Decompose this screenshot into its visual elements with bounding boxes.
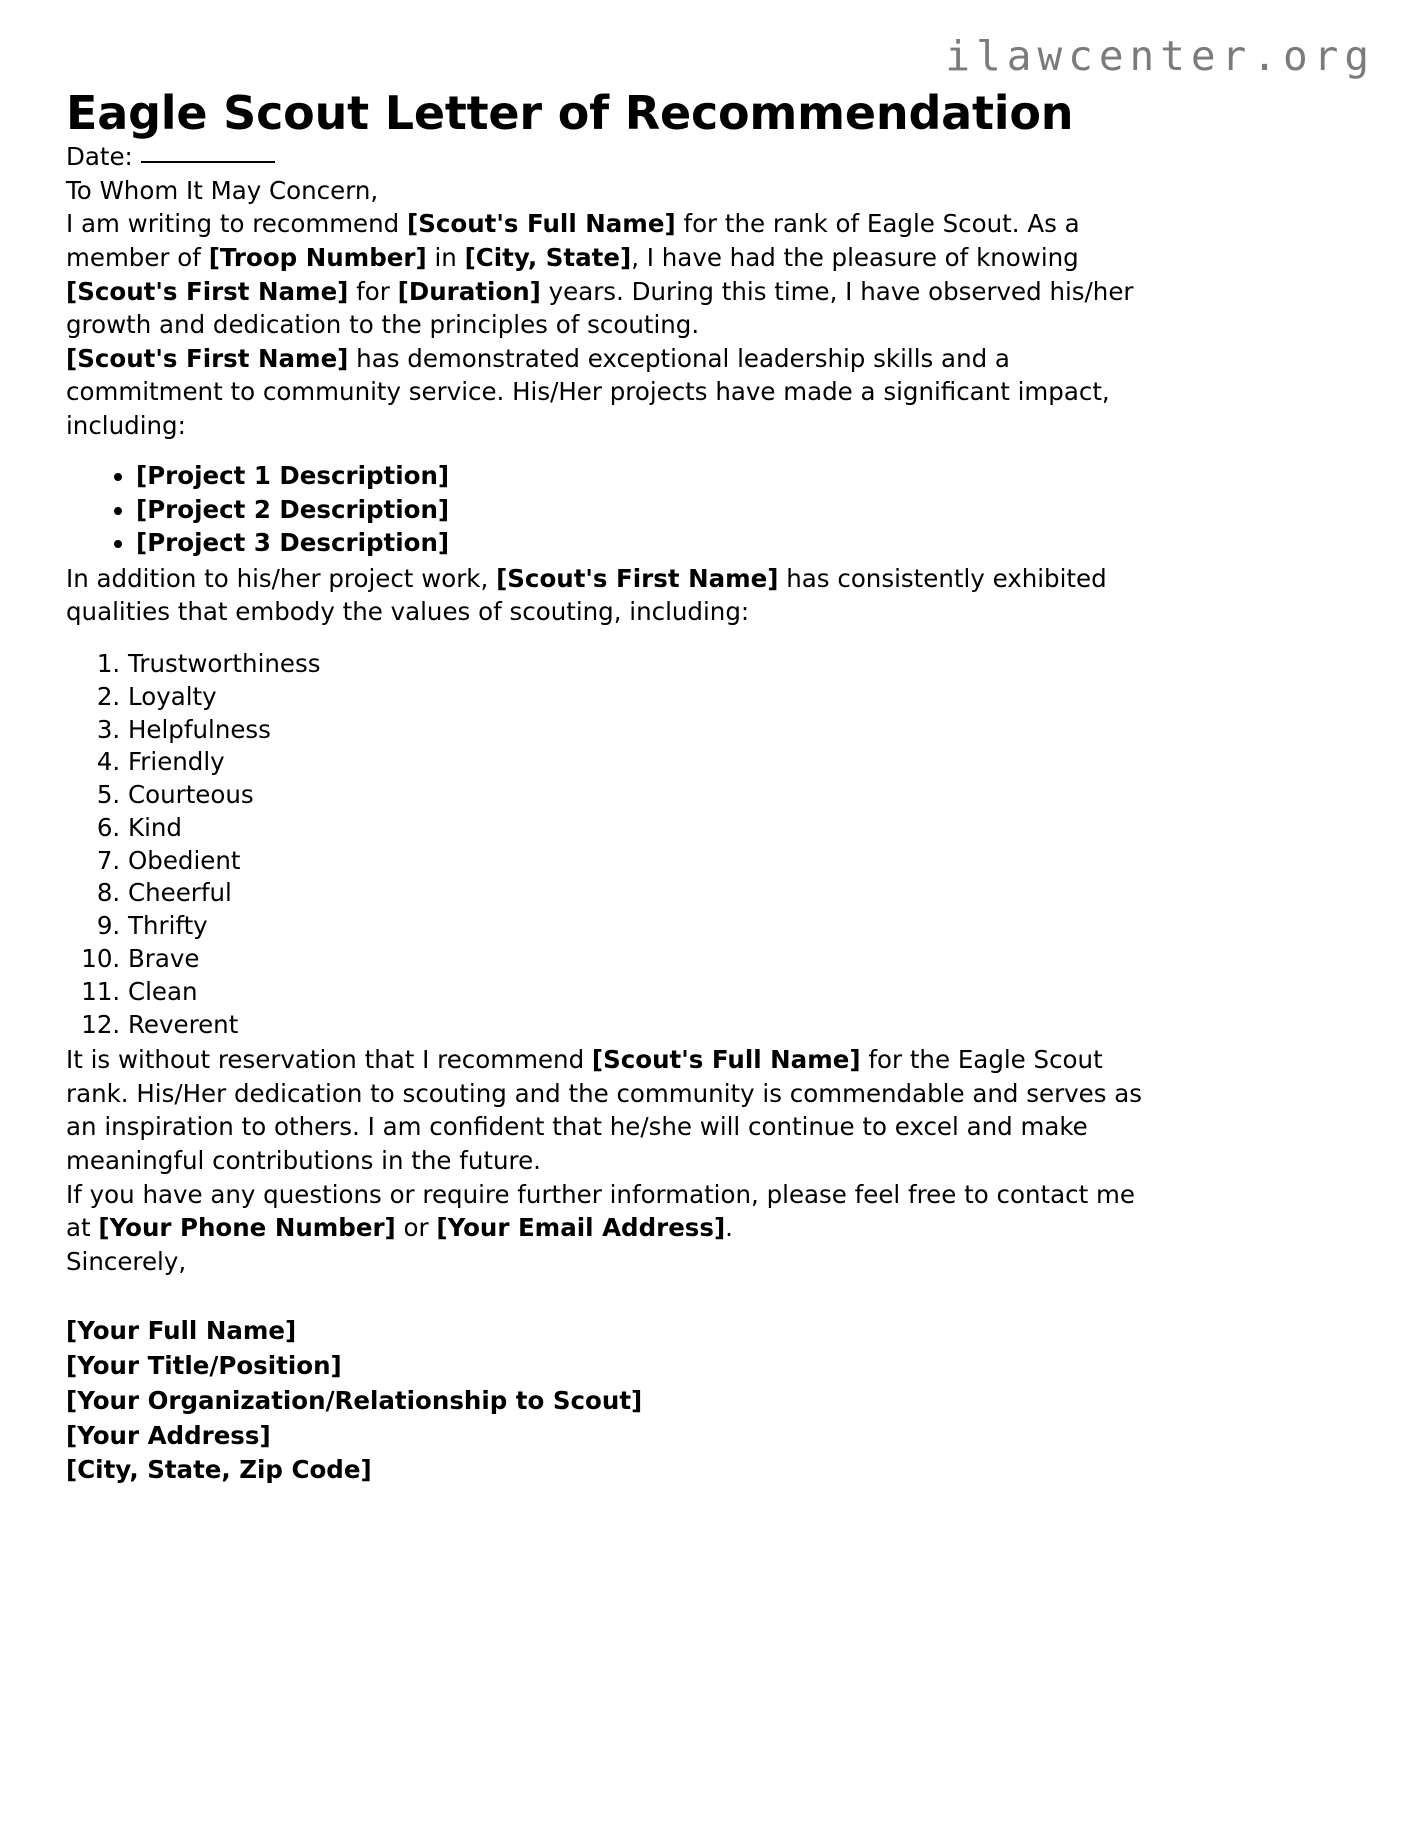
- placeholder-scout-first-name: [Scout's First Name]: [496, 563, 779, 593]
- placeholder-your-city-state-zip: [City, State, Zip Code]: [66, 1455, 372, 1485]
- placeholder-city-state: [City, State]: [464, 242, 632, 272]
- list-item: • [Project 3 Description]: [136, 529, 1151, 557]
- intro-text-6: years. During this time, I have observed his/her growth and dedication to the principles of scouting.: [66, 276, 1134, 340]
- placeholder-your-title-position: [Your Title/Position]: [66, 1351, 342, 1381]
- placeholder-scout-full-name: [Scout's Full Name]: [407, 209, 676, 239]
- page-title: Eagle Scout Letter of Recommendation: [66, 86, 1074, 140]
- list-item: 12. Reverent: [128, 1011, 1151, 1040]
- placeholder-your-full-name: [Your Full Name]: [66, 1316, 297, 1346]
- placeholder-scout-first-name: [Scout's First Name]: [66, 343, 349, 373]
- placeholder-scout-first-name: [Scout's First Name]: [66, 276, 349, 306]
- date-blank-field[interactable]: [141, 161, 275, 163]
- closing-text-1: It is without reservation that I recommend: [66, 1045, 592, 1075]
- signature-block: [66, 1314, 1151, 1488]
- addition-text-1: In addition to his/her project work,: [66, 563, 497, 593]
- placeholder-scout-full-name: [Scout's Full Name]: [591, 1045, 861, 1075]
- list-item: 5. Courteous: [128, 781, 1151, 810]
- intro-text-5: for: [348, 276, 398, 306]
- placeholder-your-phone-number: [Your Phone Number]: [98, 1213, 396, 1243]
- list-item: 1. Trustworthiness: [128, 650, 1151, 679]
- paragraph-qualities: [66, 562, 1151, 629]
- paragraph-introduction: [66, 207, 1151, 341]
- list-item: 7. Obedient: [128, 847, 1151, 876]
- placeholder-duration: [Duration]: [397, 276, 541, 306]
- list-item: 3. Helpfulness: [128, 716, 1151, 745]
- paragraph-leadership: [66, 342, 1151, 443]
- addition-text-2: has consistently exhibited qualities that embody the values of scouting, including:: [66, 563, 1107, 627]
- list-item: 11. Clean: [128, 978, 1151, 1007]
- paragraph-contact: [66, 1178, 1151, 1245]
- list-item: 9. Thrifty: [128, 912, 1151, 941]
- list-item: 4. Friendly: [128, 748, 1151, 777]
- leadership-text: has demonstrated exceptional leadership skills and a commitment to community service. His/Her projects have made a significant impact, including:: [66, 343, 1110, 440]
- letter-body: [66, 0, 1151, 1488]
- placeholder-your-organization: [Your Organization/Relationship to Scout]: [66, 1385, 643, 1415]
- placeholder-your-email-address: [Your Email Address]: [436, 1213, 726, 1243]
- list-item: 10. Brave: [128, 945, 1151, 974]
- list-item: • [Project 2 Description]: [136, 496, 1151, 524]
- site-watermark: ilawcenter.org: [945, 32, 1375, 80]
- closing-salutation: Sincerely,: [66, 1246, 187, 1276]
- paragraph-recommendation: [66, 1043, 1151, 1177]
- intro-text-2: for the rank of Eagle Scout. As a member of: [66, 209, 1080, 272]
- salutation: To Whom It May Concern,: [66, 175, 379, 205]
- intro-text-4: , I have had the pleasure of knowing: [631, 242, 1079, 272]
- contact-text-3: .: [725, 1213, 733, 1243]
- list-item: 2. Loyalty: [128, 683, 1151, 712]
- contact-text-1: If you have any questions or require further information, please feel free to contact me at: [66, 1179, 1135, 1243]
- list-item: • [Project 1 Description]: [136, 462, 1151, 490]
- list-item: 6. Kind: [128, 814, 1151, 843]
- placeholder-your-address: [Your Address]: [66, 1420, 271, 1450]
- date-label: Date:: [66, 142, 133, 172]
- closing-text-2: for the Eagle Scout rank. His/Her dedication to scouting and the community is commendable and serves as an inspiration to others. I am confident that he/she will continue to excel and make meaningful contributions in the future.: [66, 1045, 1143, 1176]
- intro-text-1: I am writing to recommend: [66, 209, 408, 239]
- intro-text-3: in: [426, 242, 465, 272]
- placeholder-troop-number: [Troop Number]: [208, 242, 427, 272]
- project-list: [66, 462, 1151, 557]
- list-item: 8. Cheerful: [128, 879, 1151, 908]
- date-line: [66, 140, 1151, 174]
- scout-law-list: [66, 650, 1151, 1039]
- contact-text-2: or: [395, 1213, 437, 1243]
